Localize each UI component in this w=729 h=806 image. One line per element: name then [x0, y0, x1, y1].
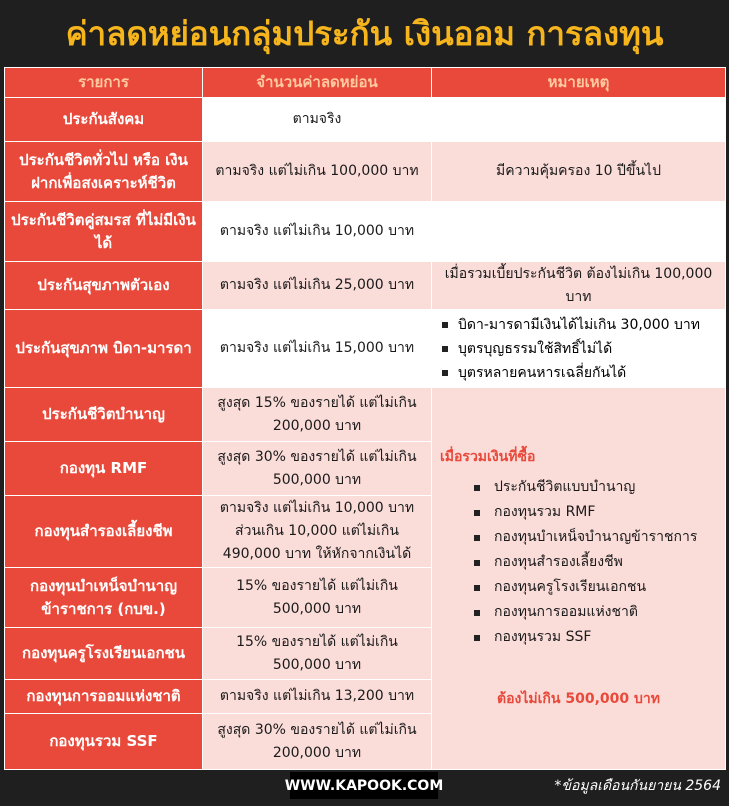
- row-amount: ตามจริง: [203, 98, 432, 142]
- combined-limit: ต้องไม่เกิน 500,000 บาท: [497, 691, 660, 707]
- row-note: เมื่อรวมเบี้ยประกันชีวิต ต้องไม่เกิน 100,000 บาท: [432, 262, 726, 310]
- row-item: กองทุนสำรองเลี้ยงชีพ: [5, 496, 203, 568]
- row-note: [432, 202, 726, 262]
- row-item: ประกันชีวิตบำนาญ: [5, 388, 203, 442]
- row-amount: สูงสุด 15% ของรายได้ แต่ไม่เกิน 200,000 บาท: [203, 388, 432, 442]
- table-row: [5, 142, 726, 202]
- combined-item: กองทุนบำเหน็จบำนาญข้าราชการ: [474, 525, 717, 550]
- site-link[interactable]: WWW.KAPOOK.COM: [290, 772, 438, 799]
- title-bar: [0, 0, 729, 66]
- row-amount: ตามจริง แต่ไม่เกิน 13,200 บาท: [203, 680, 432, 714]
- table-row: [5, 310, 726, 388]
- combined-item: กองทุนรวม RMF: [474, 500, 717, 525]
- note-bullet: บุตรบุญธรรมใช้สิทธิ์ไม่ได้: [442, 337, 725, 361]
- row-amount: 15% ของรายได้ แต่ไม่เกิน 500,000 บาท: [203, 628, 432, 680]
- combined-item: กองทุนการออมแห่งชาติ: [474, 600, 717, 625]
- row-item: ประกันสังคม: [5, 98, 203, 142]
- row-item: ประกันสุขภาพ บิดา-มารดา: [5, 310, 203, 388]
- header-item: รายการ: [5, 68, 203, 98]
- row-amount: ตามจริง แต่ไม่เกิน 10,000 บาท ส่วนเกิน 10,000 แต่ไม่เกิน 490,000 บาท ให้หักจากเงินได้: [203, 496, 432, 568]
- combined-limit-note: [432, 388, 726, 770]
- deduction-table: [4, 67, 726, 770]
- header-note: หมายเหตุ: [432, 68, 726, 98]
- table-row: [5, 262, 726, 310]
- row-item: ประกันชีวิตคู่สมรส ที่ไม่มีเงินได้: [5, 202, 203, 262]
- row-item: กองทุน RMF: [5, 442, 203, 496]
- row-amount: สูงสุด 30% ของรายได้ แต่ไม่เกิน 200,000 บาท: [203, 714, 432, 770]
- row-amount: ตามจริง แต่ไม่เกิน 10,000 บาท: [203, 202, 432, 262]
- combined-item: กองทุนสำรองเลี้ยงชีพ: [474, 550, 717, 575]
- table-row: [5, 98, 726, 142]
- row-item: กองทุนครูโรงเรียนเอกชน: [5, 628, 203, 680]
- row-note: [432, 98, 726, 142]
- note-bullet: บุตรหลายคนหารเฉลี่ยกันได้: [442, 361, 725, 385]
- table-header-row: [5, 68, 726, 98]
- footer: [0, 769, 729, 806]
- combined-heading: เมื่อรวมเงินที่ซื้อ: [440, 449, 536, 465]
- header-amount: จำนวนค่าลดหย่อน: [203, 68, 432, 98]
- table-row: [5, 202, 726, 262]
- row-amount: 15% ของรายได้ แต่ไม่เกิน 500,000 บาท: [203, 568, 432, 628]
- row-amount: ตามจริง แต่ไม่เกิน 25,000 บาท: [203, 262, 432, 310]
- row-item: ประกันชีวิตทั่วไป หรือ เงินฝากเพื่อสงเคราะห์ชีวิต: [5, 142, 203, 202]
- note-bullet: บิดา-มารดามีเงินได้ไม่เกิน 30,000 บาท: [442, 313, 725, 337]
- row-note: มีความคุ้มครอง 10 ปีขึ้นไป: [432, 142, 726, 202]
- row-amount: ตามจริง แต่ไม่เกิน 100,000 บาท: [203, 142, 432, 202]
- combined-item: ประกันชีวิตแบบบำนาญ: [474, 475, 717, 500]
- row-item: กองทุนการออมแห่งชาติ: [5, 680, 203, 714]
- row-item: กองทุนรวม SSF: [5, 714, 203, 770]
- combined-item: กองทุนครูโรงเรียนเอกชน: [474, 575, 717, 600]
- page-title: ค่าลดหย่อนกลุ่มประกัน เงินออม การลงทุน: [65, 13, 664, 53]
- combined-item: กองทุนรวม SSF: [474, 625, 717, 650]
- row-amount: สูงสุด 30% ของรายได้ แต่ไม่เกิน 500,000 บาท: [203, 442, 432, 496]
- table-row: [5, 388, 726, 442]
- source-note: *ข้อมูลเดือนกันยายน 2564: [554, 778, 721, 794]
- row-amount: ตามจริง แต่ไม่เกิน 15,000 บาท: [203, 310, 432, 388]
- row-note-bullets: [432, 310, 726, 388]
- row-item: ประกันสุขภาพตัวเอง: [5, 262, 203, 310]
- row-item: กองทุนบำเหน็จบำนาญ ข้าราชการ (กบข.): [5, 568, 203, 628]
